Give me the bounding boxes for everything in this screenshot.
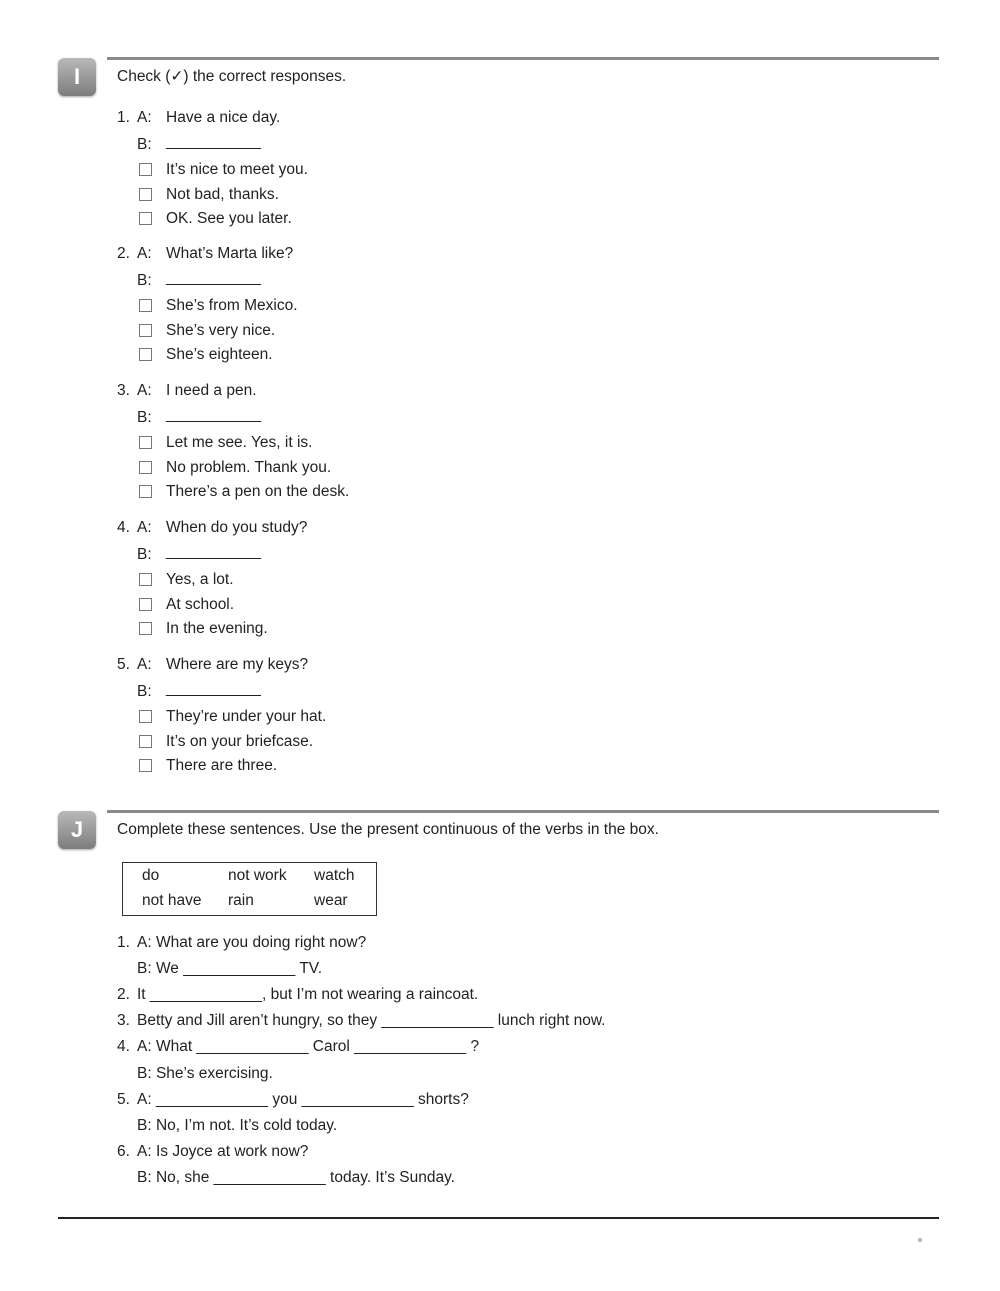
sentence-number: 4. <box>117 1038 130 1056</box>
option-text: In the evening. <box>166 620 268 637</box>
question-number: 1. <box>117 109 130 126</box>
option-checkbox[interactable] <box>139 324 152 337</box>
speaker-a-label: A: <box>137 656 152 673</box>
speaker-b-label: B: <box>137 683 152 700</box>
question-prompt: Where are my keys? <box>166 656 309 673</box>
verb-word: rain <box>228 892 254 909</box>
option-checkbox[interactable] <box>139 436 152 449</box>
sentence-number: 5. <box>117 1090 130 1108</box>
speaker-b-label: B: <box>137 136 152 153</box>
page-mark <box>918 1238 922 1242</box>
option-checkbox[interactable] <box>139 299 152 312</box>
sentence-text: It _____________, but I’m not wearing a raincoat. <box>137 986 479 1004</box>
option-checkbox[interactable] <box>139 598 152 611</box>
question-prompt: When do you study? <box>166 519 308 536</box>
option-checkbox[interactable] <box>139 163 152 176</box>
option-text: She’s very nice. <box>166 321 276 339</box>
speaker-a-label: A: <box>137 109 152 126</box>
option-text: No problem. Thank you. <box>166 458 332 476</box>
section-j-instruction: Complete these sentences. Use the present continuous of the verbs in the box. <box>117 821 659 838</box>
question-number: 5. <box>117 656 130 673</box>
option-text: She’s from Mexico. <box>166 297 298 314</box>
sentence-text: B: No, I’m not. It’s cold today. <box>137 1116 338 1134</box>
answer-blank: ___________ <box>166 680 261 697</box>
question-prompt: What’s Marta like? <box>166 245 294 262</box>
question-number: 4. <box>117 519 130 536</box>
speaker-a-label: A: <box>137 382 152 399</box>
option-text: They’re under your hat. <box>166 708 327 725</box>
option-text: At school. <box>166 595 235 613</box>
question-prompt: I need a pen. <box>166 382 257 399</box>
option-checkbox[interactable] <box>139 735 152 748</box>
option-checkbox[interactable] <box>139 348 152 361</box>
option-text: She’s eighteen. <box>166 346 273 363</box>
sentence-text: A: _____________ you _____________ shorts? <box>137 1090 469 1108</box>
section-j-badge: J <box>58 811 96 849</box>
verb-word: not work <box>228 867 287 884</box>
verb-word: watch <box>314 867 355 884</box>
option-checkbox[interactable] <box>139 212 152 225</box>
option-checkbox[interactable] <box>139 485 152 498</box>
verb-word: do <box>142 867 160 884</box>
option-text: Let me see. Yes, it is. <box>166 434 313 451</box>
answer-blank: ___________ <box>166 133 261 150</box>
sentence-text: A: What are you doing right now? <box>137 934 367 951</box>
section-j-rule <box>107 810 939 813</box>
sentence-text: A: What _____________ Carol _____________ ? <box>137 1038 480 1056</box>
sentence-text: A: Is Joyce at work now? <box>137 1142 309 1160</box>
sentence-text: B: No, she _____________ today. It’s Sunday. <box>137 1168 455 1186</box>
option-text: There are three. <box>166 757 278 774</box>
footer-rule <box>58 1217 939 1219</box>
option-checkbox[interactable] <box>139 573 152 586</box>
option-text: Yes, a lot. <box>166 571 234 588</box>
option-text: It’s on your briefcase. <box>166 732 314 750</box>
speaker-b-label: B: <box>137 409 152 426</box>
option-text: There’s a pen on the desk. <box>166 483 350 500</box>
option-checkbox[interactable] <box>139 622 152 635</box>
option-text: OK. See you later. <box>166 210 292 227</box>
sentence-number: 2. <box>117 986 130 1004</box>
sentence-text: B: She’s exercising. <box>137 1064 273 1082</box>
section-i-badge: I <box>58 58 96 96</box>
speaker-b-label: B: <box>137 546 152 563</box>
speaker-b-label: B: <box>137 272 152 289</box>
option-text: Not bad, thanks. <box>166 185 279 203</box>
option-checkbox[interactable] <box>139 710 152 723</box>
speaker-a-label: A: <box>137 245 152 262</box>
section-i-rule <box>107 57 939 60</box>
option-text: It’s nice to meet you. <box>166 161 308 178</box>
speaker-a-label: A: <box>137 519 152 536</box>
answer-blank: ___________ <box>166 406 261 423</box>
sentence-number: 6. <box>117 1142 130 1160</box>
question-number: 3. <box>117 382 130 399</box>
sentence-number: 1. <box>117 934 130 951</box>
sentence-number: 3. <box>117 1012 130 1030</box>
question-number: 2. <box>117 245 130 262</box>
sentence-text: B: We _____________ TV. <box>137 960 323 978</box>
sentence-text: Betty and Jill aren’t hungry, so they _____________ lunch right now. <box>137 1012 606 1030</box>
answer-blank: ___________ <box>166 269 261 286</box>
verb-word: wear <box>314 892 348 909</box>
section-i-instruction: Check (✓) the correct responses. <box>117 68 347 85</box>
option-checkbox[interactable] <box>139 759 152 772</box>
answer-blank: ___________ <box>166 543 261 560</box>
question-prompt: Have a nice day. <box>166 109 281 126</box>
option-checkbox[interactable] <box>139 188 152 201</box>
option-checkbox[interactable] <box>139 461 152 474</box>
verb-word: not have <box>142 892 202 909</box>
